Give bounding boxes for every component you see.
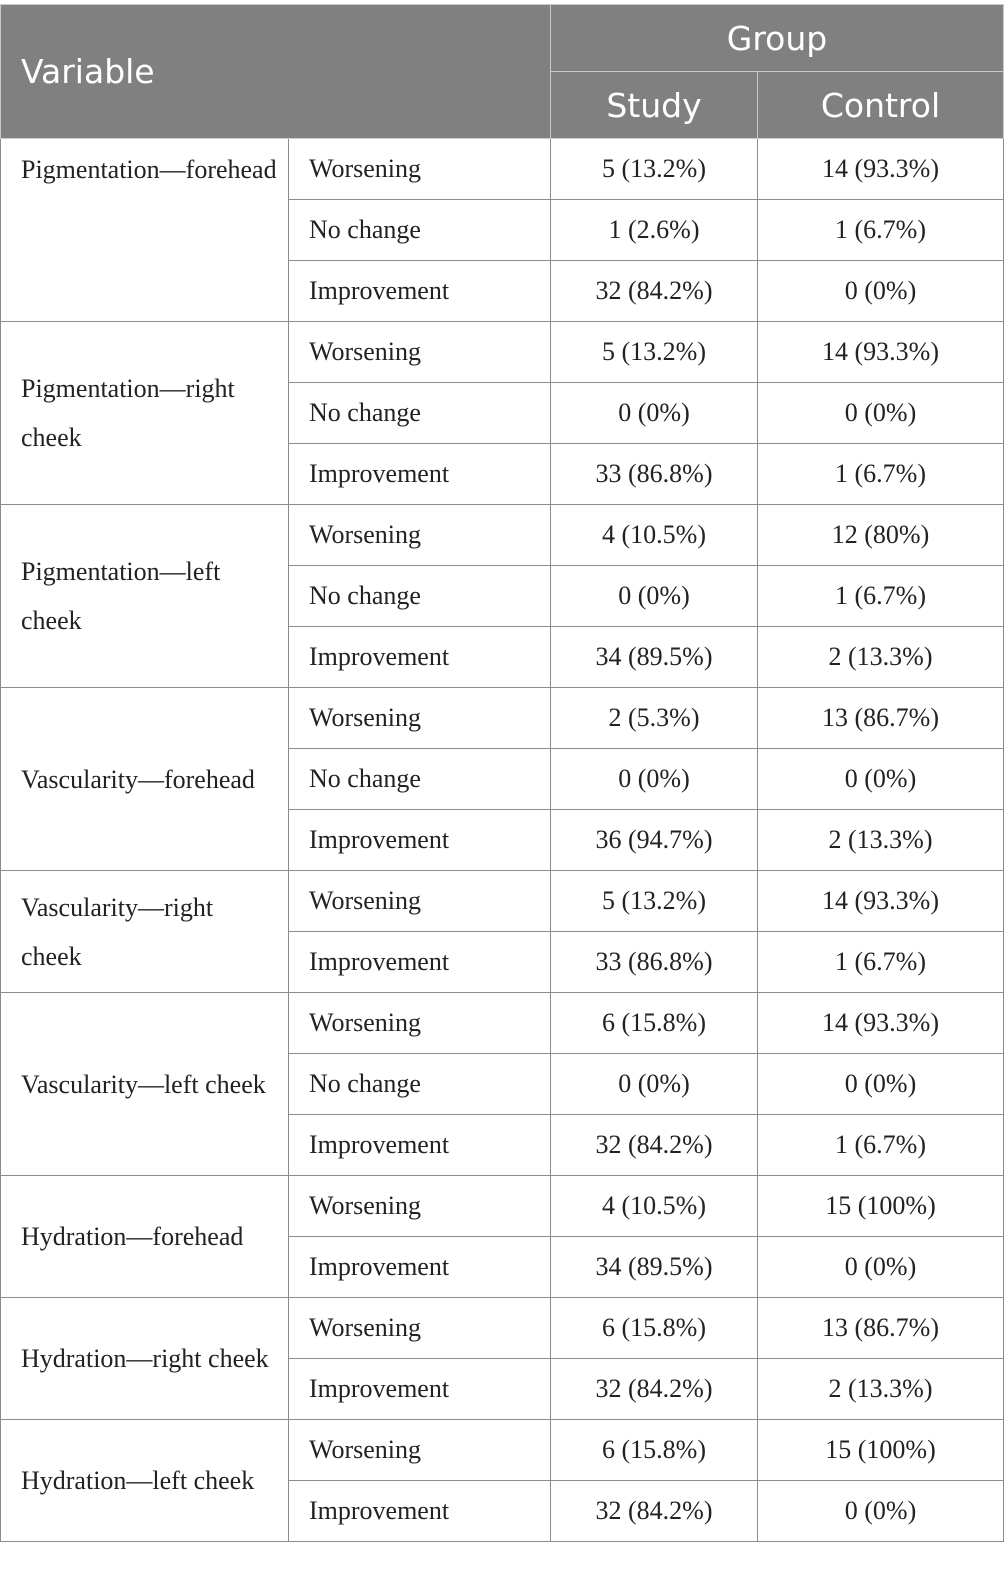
table-row (1, 993, 1004, 1054)
study-value-cell: 5 (13.2%) (551, 871, 758, 932)
change-cell: Worsening (289, 1176, 551, 1237)
control-value-cell: 1 (6.7%) (758, 932, 1004, 993)
variable-header: Variable (1, 5, 551, 139)
table-row (1, 1298, 1004, 1359)
change-cell: Improvement (289, 810, 551, 871)
table-header (1, 5, 1004, 139)
variable-cell: Pigmentation—right cheek (1, 322, 289, 505)
study-value-cell: 34 (89.5%) (551, 1237, 758, 1298)
control-value-cell: 15 (100%) (758, 1176, 1004, 1237)
variable-cell: Pigmentation—forehead (1, 139, 289, 322)
control-header: Control (758, 72, 1004, 139)
variable-cell: Vascularity—left cheek (1, 993, 289, 1176)
control-value-cell: 14 (93.3%) (758, 993, 1004, 1054)
change-cell: Improvement (289, 932, 551, 993)
control-value-cell: 14 (93.3%) (758, 139, 1004, 200)
control-value-cell: 1 (6.7%) (758, 444, 1004, 505)
control-value-cell: 15 (100%) (758, 1420, 1004, 1481)
control-value-cell: 1 (6.7%) (758, 1115, 1004, 1176)
change-cell: Improvement (289, 444, 551, 505)
change-cell: Improvement (289, 1481, 551, 1542)
control-value-cell: 14 (93.3%) (758, 871, 1004, 932)
study-value-cell: 34 (89.5%) (551, 627, 758, 688)
control-value-cell: 13 (86.7%) (758, 688, 1004, 749)
variable-cell: Vascularity—forehead (1, 688, 289, 871)
study-value-cell: 32 (84.2%) (551, 1115, 758, 1176)
study-value-cell: 4 (10.5%) (551, 1176, 758, 1237)
change-cell: Worsening (289, 1298, 551, 1359)
table-row (1, 1176, 1004, 1237)
study-header: Study (551, 72, 758, 139)
table-body (1, 139, 1004, 1542)
study-value-cell: 32 (84.2%) (551, 1359, 758, 1420)
group-header: Group (551, 5, 1004, 72)
change-cell: Worsening (289, 322, 551, 383)
study-value-cell: 6 (15.8%) (551, 1420, 758, 1481)
change-cell: Worsening (289, 993, 551, 1054)
study-value-cell: 6 (15.8%) (551, 993, 758, 1054)
change-cell: Worsening (289, 871, 551, 932)
variable-cell: Vascularity—right cheek (1, 871, 289, 993)
change-cell: Worsening (289, 505, 551, 566)
study-value-cell: 5 (13.2%) (551, 139, 758, 200)
study-value-cell: 36 (94.7%) (551, 810, 758, 871)
change-cell: No change (289, 200, 551, 261)
control-value-cell: 2 (13.3%) (758, 627, 1004, 688)
control-value-cell: 1 (6.7%) (758, 200, 1004, 261)
change-cell: Improvement (289, 1237, 551, 1298)
change-cell: No change (289, 566, 551, 627)
study-value-cell: 4 (10.5%) (551, 505, 758, 566)
control-value-cell: 1 (6.7%) (758, 566, 1004, 627)
study-value-cell: 6 (15.8%) (551, 1298, 758, 1359)
variable-cell: Hydration—left cheek (1, 1420, 289, 1542)
table-row (1, 688, 1004, 749)
change-cell: Worsening (289, 688, 551, 749)
table-row (1, 322, 1004, 383)
control-value-cell: 0 (0%) (758, 1054, 1004, 1115)
study-value-cell: 32 (84.2%) (551, 261, 758, 322)
control-value-cell: 0 (0%) (758, 1237, 1004, 1298)
variable-cell: Pigmentation—left cheek (1, 505, 289, 688)
control-value-cell: 13 (86.7%) (758, 1298, 1004, 1359)
change-cell: Improvement (289, 1359, 551, 1420)
study-value-cell: 0 (0%) (551, 383, 758, 444)
change-cell: Improvement (289, 1115, 551, 1176)
change-cell: Worsening (289, 1420, 551, 1481)
study-value-cell: 33 (86.8%) (551, 932, 758, 993)
table-row (1, 871, 1004, 932)
study-value-cell: 2 (5.3%) (551, 688, 758, 749)
change-cell: Improvement (289, 627, 551, 688)
control-value-cell: 0 (0%) (758, 1481, 1004, 1542)
control-value-cell: 2 (13.3%) (758, 810, 1004, 871)
study-value-cell: 0 (0%) (551, 566, 758, 627)
study-value-cell: 33 (86.8%) (551, 444, 758, 505)
control-value-cell: 14 (93.3%) (758, 322, 1004, 383)
control-value-cell: 0 (0%) (758, 261, 1004, 322)
table-row (1, 505, 1004, 566)
control-value-cell: 12 (80%) (758, 505, 1004, 566)
study-value-cell: 0 (0%) (551, 1054, 758, 1115)
study-value-cell: 1 (2.6%) (551, 200, 758, 261)
control-value-cell: 2 (13.3%) (758, 1359, 1004, 1420)
variable-cell: Hydration—forehead (1, 1176, 289, 1298)
change-cell: No change (289, 1054, 551, 1115)
table-row (1, 1420, 1004, 1481)
change-cell: No change (289, 749, 551, 810)
study-value-cell: 0 (0%) (551, 749, 758, 810)
change-cell: No change (289, 383, 551, 444)
study-value-cell: 5 (13.2%) (551, 322, 758, 383)
study-value-cell: 32 (84.2%) (551, 1481, 758, 1542)
control-value-cell: 0 (0%) (758, 749, 1004, 810)
change-cell: Improvement (289, 261, 551, 322)
variable-cell: Hydration—right cheek (1, 1298, 289, 1420)
table-row (1, 139, 1004, 200)
change-cell: Worsening (289, 139, 551, 200)
control-value-cell: 0 (0%) (758, 383, 1004, 444)
results-table (0, 4, 1004, 1542)
